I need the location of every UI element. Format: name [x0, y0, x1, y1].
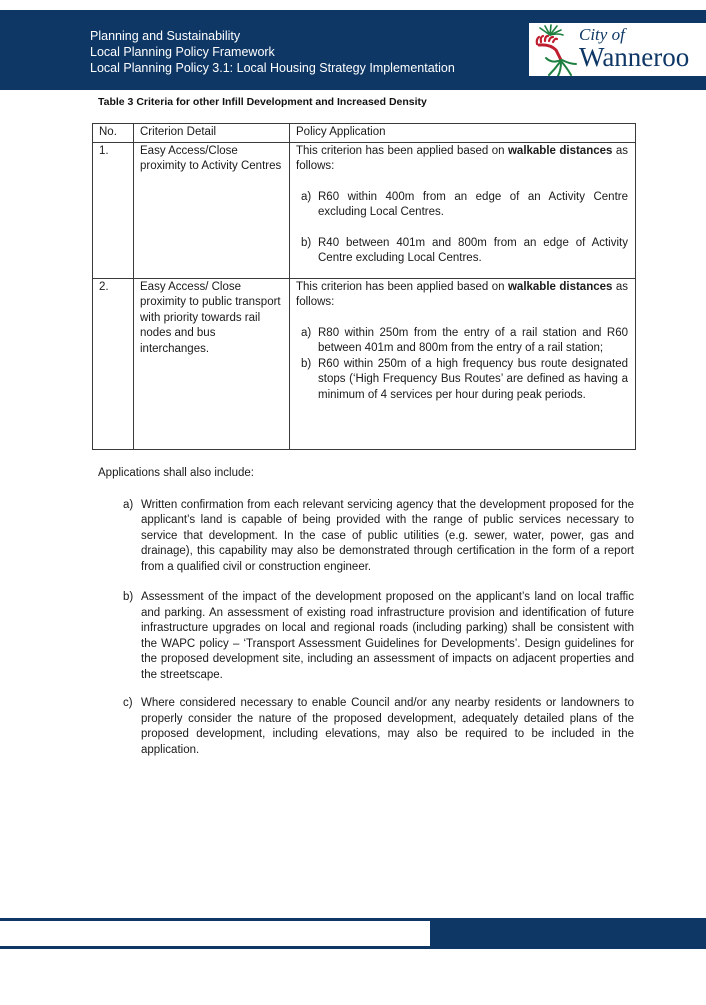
body-item-c [123, 696, 634, 758]
logo-city-of: City of [579, 25, 625, 44]
table-header-row [93, 124, 636, 143]
list-marker: c) [123, 697, 133, 709]
row1-intro-post: as follows: [296, 144, 628, 172]
header-text [90, 28, 455, 76]
row2-policy-intro [296, 280, 628, 311]
body-item-c-text: Where considered necessary to enable Council and/or any nearby residents or landowners to properly consider the nature of the proposed development, adequately detailed plans of the proposed development, including elevations, may also be required to be included in the application. [141, 697, 634, 756]
logo-text [579, 23, 689, 72]
logo-wanneroo: Wanneroo [579, 42, 690, 72]
column-header-criterion-detail: Criterion Detail [134, 124, 290, 143]
column-header-no: No. [93, 124, 134, 143]
row2-no: 2. [93, 278, 134, 449]
header-band [0, 10, 706, 90]
list-marker: a) [301, 190, 312, 203]
header-line-framework: Local Planning Policy Framework [90, 45, 275, 59]
row1-intro-pre: This criterion has been applied based on [296, 144, 508, 157]
row2-intro-bold: walkable distances [507, 280, 613, 293]
list-marker: a) [123, 498, 134, 511]
body-item-a-text: Written confirmation from each relevant servicing agency that the development proposed for the applicant’s land is capable of being provided with the range of public services necessary to service that development. In the case of public utilities (e.g. sewer, water, power, gas and drainage), this capability may also be demonstrated through certification in the form of a report from a qualified civil or construction engineer. [141, 498, 634, 573]
list-marker: b) [301, 357, 312, 370]
row1-item-b-text: R40 between 401m and 800m from an edge of Activity Centre excluding Local Centres. [318, 236, 628, 264]
row2-item-b-text: R60 within 250m of a high frequency bus route designated stops (‘High Frequency Bus Routes’ are defined as having a minimum of 4 services per hour during peak periods. [318, 357, 628, 401]
criteria-table [92, 123, 636, 450]
table-row [93, 278, 636, 449]
list-marker: b) [123, 591, 134, 603]
table-title: Table 3 Criteria for other Infill Development and Increased Density [98, 96, 427, 108]
row1-item-a-text: R60 within 400m from an edge of an Activity Centre excluding Local Centres. [318, 190, 628, 218]
footer-rule-bottom [0, 946, 706, 949]
list-marker: b) [301, 236, 312, 249]
city-of-wanneroo-logo [529, 23, 706, 76]
kangaroo-paw-icon [532, 24, 580, 76]
row2-item-a-text: R80 within 250m from the entry of a rail station and R60 between 401m and 800m from the entry of a rail station; [318, 326, 628, 354]
table-row [93, 142, 636, 278]
body-item-b-text: Assessment of the impact of the development proposed on the applicant’s land on local traffic and parking. An assessment of existing road infrastructure provision and identification of future infrastructure upgrades on local and regional roads (including parking) shall be consistent with the WAPC policy – ‘Transport Assessment Guidelines for Developments’. Design guidelines for the proposed development site, including an assessment of impacts on adjacent properties and the streetscape. [141, 591, 634, 681]
footer-navy-block [430, 918, 706, 949]
column-header-policy-application: Policy Application [290, 124, 636, 143]
body-intro: Applications shall also include: [98, 467, 254, 479]
row2-intro-post: as follows: [296, 280, 628, 308]
row1-policy-item-b [296, 236, 628, 267]
row1-intro-bold: walkable distances [507, 144, 613, 157]
row2-policy [290, 278, 636, 449]
row1-no: 1. [93, 142, 134, 278]
row1-policy [290, 142, 636, 278]
row2-criterion: Easy Access/ Close proximity to public transport with priority towards rail nodes and bus interchanges. [134, 278, 290, 449]
body-section [92, 466, 635, 758]
header-line-policy: Local Planning Policy 3.1: Local Housing Strategy Implementation [90, 61, 455, 75]
row1-policy-item-a [296, 190, 628, 221]
row2-policy-item-b [296, 357, 628, 404]
list-marker: a) [301, 326, 312, 339]
row1-criterion: Easy Access/Close proximity to Activity Centres [134, 142, 290, 278]
row1-policy-intro [296, 144, 628, 175]
body-item-b [123, 590, 634, 683]
row2-intro-pre: This criterion has been applied based on [296, 280, 508, 293]
row2-policy-item-a [296, 326, 628, 357]
header-line-department: Planning and Sustainability [90, 29, 241, 43]
body-item-a [123, 498, 634, 576]
footer-band [0, 918, 706, 949]
